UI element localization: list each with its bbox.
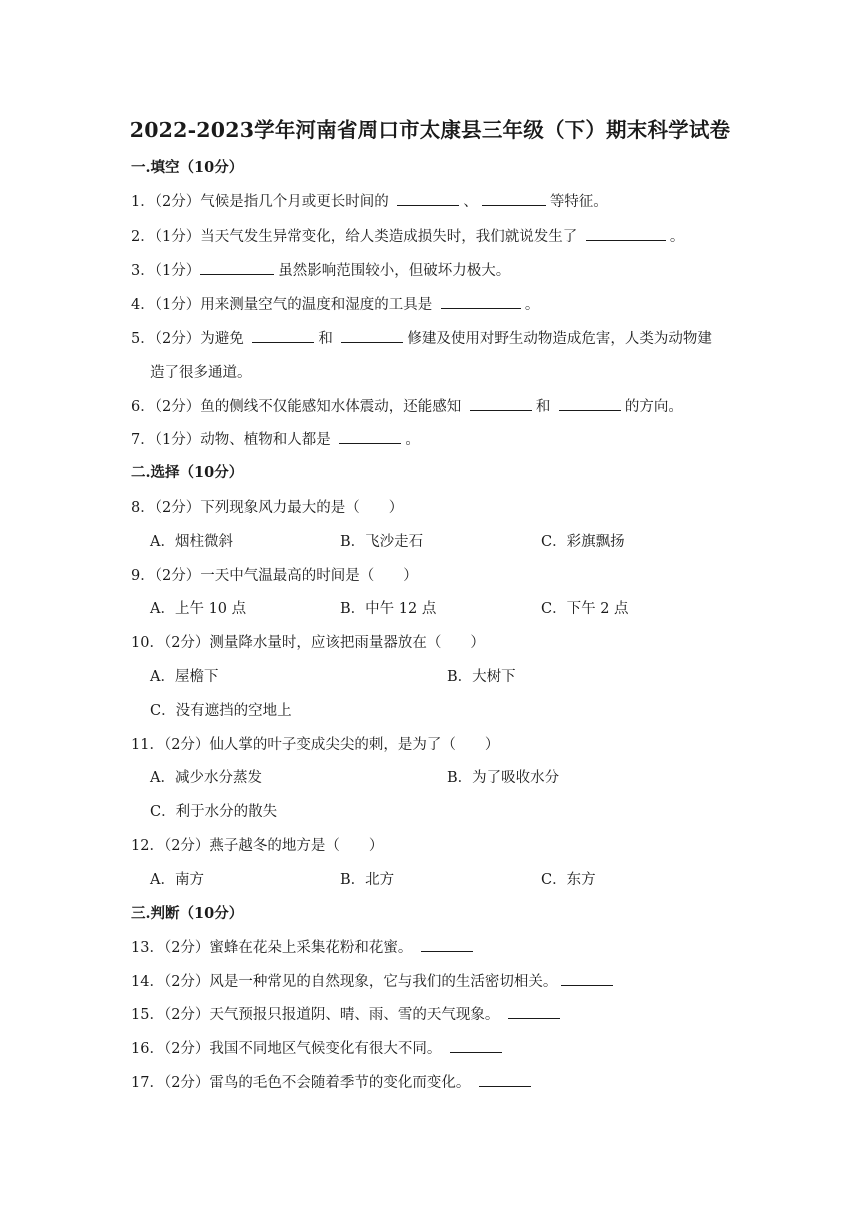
option-c[interactable]: C．利于水分的散失	[150, 804, 278, 820]
answer-blank[interactable]	[479, 1072, 531, 1087]
option-b[interactable]: B．中午 12 点	[340, 601, 437, 617]
question-2	[131, 225, 684, 246]
answer-blank[interactable]	[586, 226, 666, 241]
answer-blank[interactable]	[561, 971, 613, 986]
question-17	[131, 1071, 535, 1092]
option-a[interactable]: A．屋檐下	[150, 669, 219, 685]
answer-blank[interactable]	[397, 191, 459, 206]
question-text: 16．（2分）我国不同地区气候变化有很大不同。	[131, 1041, 442, 1057]
option-a[interactable]: A．减少水分蒸发	[150, 770, 262, 786]
question-14	[131, 970, 617, 991]
option-a[interactable]: A．上午 10 点	[150, 601, 247, 617]
question-8: 8．（2分）下列现象风力最大的是（ ）	[131, 500, 404, 516]
question-text: 15．（2分）天气预报只报道阴、晴、雨、雪的天气现象。	[131, 1007, 500, 1023]
question-4	[131, 293, 539, 314]
option-b[interactable]: B．大树下	[447, 669, 516, 685]
section-judge-heading: 三.判断（10分）	[131, 905, 244, 922]
answer-blank[interactable]	[252, 328, 314, 343]
question-5	[131, 327, 712, 348]
question-text: 14．（2分）风是一种常见的自然现象，它与我们的生活密切相关。	[131, 974, 558, 990]
answer-blank[interactable]	[200, 260, 274, 275]
question-5-continued: 造了很多通道。	[150, 365, 252, 381]
page-title: 2022-2023学年河南省周口市太康县三年级（下）期末科学试卷	[129, 118, 731, 142]
option-b[interactable]: B．飞沙走石	[340, 534, 424, 550]
question-10: 10．（2分）测量降水量时，应该把雨量器放在（ ）	[131, 635, 485, 651]
answer-blank[interactable]	[450, 1038, 502, 1053]
option-a[interactable]: A．烟柱微斜	[150, 534, 233, 550]
answer-blank[interactable]	[441, 294, 521, 309]
question-11: 11．（2分）仙人掌的叶子变成尖尖的刺，是为了（ ）	[131, 737, 500, 753]
question-text: 6．（2分）鱼的侧线不仅能感知水体震动，还能感知	[131, 399, 462, 415]
answer-blank[interactable]	[421, 937, 473, 952]
question-text: 和	[318, 331, 333, 347]
question-text: 2．（1分）当天气发生异常变化，给人类造成损失时，我们就说发生了	[131, 229, 578, 245]
option-c[interactable]: C．彩旗飘扬	[541, 534, 625, 550]
option-a[interactable]: A．南方	[150, 872, 204, 888]
option-c[interactable]: C．没有遮挡的空地上	[150, 703, 292, 719]
answer-blank[interactable]	[339, 429, 401, 444]
question-text: 。	[405, 432, 420, 448]
question-text: 等特征。	[549, 194, 608, 210]
question-15	[131, 1003, 564, 1024]
question-1	[131, 190, 608, 211]
option-c[interactable]: C．东方	[541, 872, 596, 888]
answer-blank[interactable]	[482, 191, 546, 206]
answer-blank[interactable]	[470, 396, 532, 411]
answer-blank[interactable]	[508, 1004, 560, 1019]
question-text: 5．（2分）为避免	[131, 331, 244, 347]
option-c[interactable]: C．下午 2 点	[541, 601, 629, 617]
question-7	[131, 428, 420, 449]
separator: 、	[463, 194, 478, 210]
question-text: 13．（2分）蜜蜂在花朵上采集花粉和花蜜。	[131, 940, 413, 956]
section-fill-heading: 一.填空（10分）	[131, 159, 244, 176]
question-text: 3．（1分）	[131, 263, 201, 279]
section-choice-heading: 二.选择（10分）	[131, 464, 244, 481]
question-text: 。	[524, 297, 540, 313]
question-text: 和	[535, 399, 551, 415]
question-13	[131, 936, 477, 957]
question-16	[131, 1037, 506, 1058]
question-text: 4．（1分）用来测量空气的温度和湿度的工具是	[131, 297, 433, 313]
question-6	[131, 395, 683, 416]
question-12: 12．（2分）燕子越冬的地方是（ ）	[131, 838, 384, 854]
question-text: 17．（2分）雷鸟的毛色不会随着季节的变化而变化。	[131, 1075, 471, 1091]
answer-blank[interactable]	[341, 328, 403, 343]
question-text: 7．（1分）动物、植物和人都是	[131, 432, 331, 448]
question-9: 9．（2分）一天中气温最高的时间是（ ）	[131, 568, 418, 584]
question-text: 虽然影响范围较小，但破坏力极大。	[278, 263, 511, 279]
answer-blank[interactable]	[559, 396, 621, 411]
question-text: 修建及使用对野生动物造成危害，人类为动物建	[407, 331, 712, 347]
option-b[interactable]: B．为了吸收水分	[447, 770, 560, 786]
question-text: 的方向。	[624, 399, 683, 415]
option-b[interactable]: B．北方	[340, 872, 395, 888]
question-text: 。	[669, 229, 685, 245]
question-3	[131, 259, 510, 280]
question-text: 1．（2分）气候是指几个月或更长时间的	[131, 194, 389, 210]
